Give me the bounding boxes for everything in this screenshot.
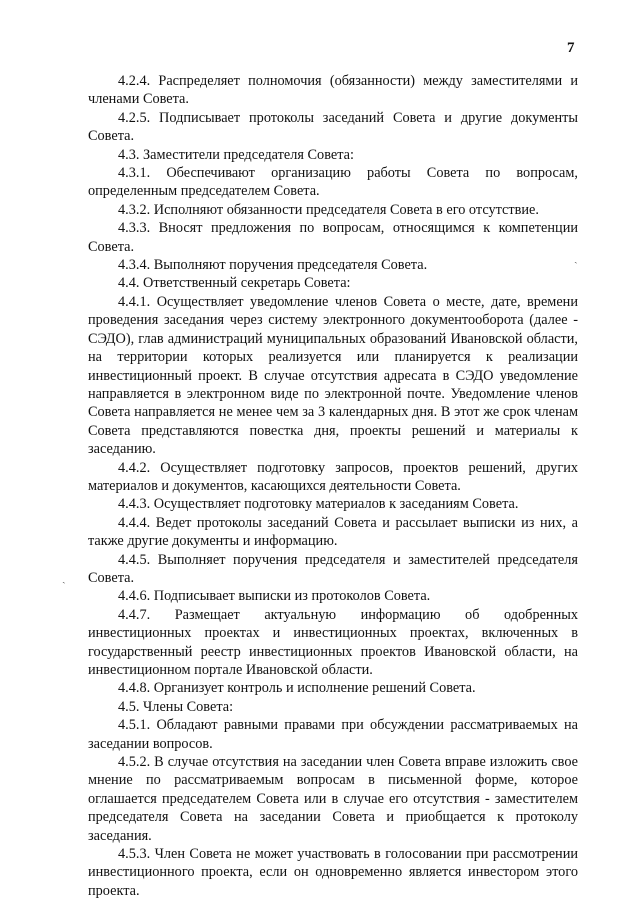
paragraph-4-4-8: 4.4.8. Организует контроль и исполнение решений Совета. [118, 680, 476, 697]
paragraph-4-4-1: 4.4.1. Осуществляет уведомление членов Совета о месте, дате, времени проведения заседания через систему электронного документооборота (далее - СЭДО), глав администраций муниципальных образований Ивановской области, на территории которых реализуется или планируется к реализации инвестиционный проект. В случае отсутствия адресата в СЭДО уведомление направляется в электронном виде по электронной почте. Уведомление членов Совета направляется не менее чем за 3 календарных дня. В этот же срок членам Совета представляются повестка дня, проекты решений и материалы к заседанию. [88, 293, 578, 458]
section-heading-4-5: 4.5. Члены Совета: [118, 698, 234, 715]
section-heading-4-3: 4.3. Заместители председателя Совета: [118, 146, 354, 163]
paragraph-4-3-1: 4.3.1. Обеспечивают организацию работы Совета по вопросам, определенным председателем Совета. [88, 165, 578, 200]
paragraph-4-5-2: 4.5.2. В случае отсутствия на заседании член Совета вправе изложить свое мнение по рассматриваемым вопросам в письменной форме, которое оглашается председателем Совета или в случае его отсутствия - заместителем председателя Совета на заседании Совета и приобщается к протоколу заседания. [88, 754, 578, 844]
paragraph-4-4-7: 4.4.7. Размещает актуальную информацию об одобренных инвестиционных проектах и инвестиционных проектах, включенных в государственный реестр инвестиционных проектов Ивановской области, на инвестиционном портале Ивановской области. [88, 606, 578, 678]
paragraph-4-4-5: 4.4.5. Выполняет поручения председателя и заместителей председателя Совета. [88, 551, 578, 586]
paragraph-4-4-2: 4.4.2. Осуществляет подготовку запросов, проектов решений, других материалов и документов, касающихся деятельности Совета. [88, 459, 578, 494]
paragraph-4-3-4: 4.3.4. Выполняют поручения председателя Совета. [118, 257, 428, 274]
paragraph-4-4-3: 4.4.3. Осуществляет подготовку материалов к заседаниям Совета. [118, 496, 519, 513]
scan-speck: ˎ [574, 252, 578, 264]
paragraph-4-5-3: 4.5.3. Член Совета не может участвовать в голосовании при рассмотрении инвестиционного проекта, если он одновременно является инвестором этого проекта. [88, 846, 578, 899]
document-body [88, 72, 578, 900]
section-heading-4-4: 4.4. Ответственный секретарь Совета: [118, 275, 351, 292]
paragraph-4-2-5: 4.2.5. Подписывает протоколы заседаний Совета и другие документы Совета. [88, 109, 578, 145]
paragraph-4-3-2: 4.3.2. Исполняют обязанности председателя Совета в его отсутствие. [118, 201, 539, 218]
paragraph-4-3-3: 4.3.3. Вносят предложения по вопросам, относящимся к компетенции Совета. [88, 220, 578, 255]
paragraph-4-2-4: 4.2.4. Распределяет полномочия (обязанности) между заместителями и членами Совета. [88, 73, 578, 108]
scan-speck: ˏ [62, 572, 66, 584]
paragraph-4-4-4: 4.4.4. Ведет протоколы заседаний Совета и рассылает выписки из них, а также другие документы и информацию. [88, 514, 578, 550]
paragraph-4-5-1: 4.5.1. Обладают равными правами при обсуждении рассматриваемых на заседании вопросов. [88, 717, 578, 752]
paragraph-4-4-6: 4.4.6. Подписывает выписки из протоколов Совета. [118, 588, 431, 605]
page-number: 7 [567, 40, 575, 56]
